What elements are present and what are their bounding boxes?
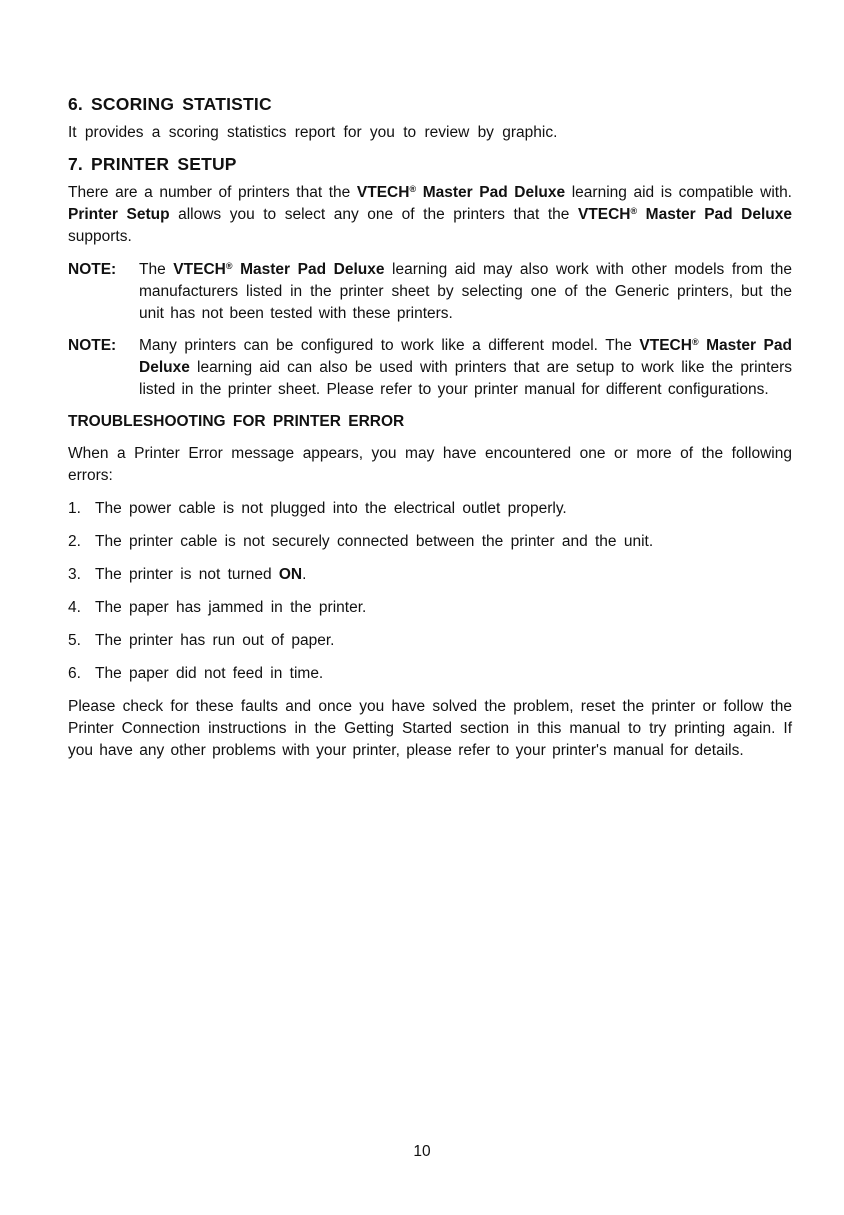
- list-text: The power cable is not plugged into the electrical outlet properly.: [95, 500, 567, 517]
- list-number: 6.: [68, 665, 81, 682]
- brand-text: VTECH: [639, 337, 692, 354]
- list-text: The printer cable is not securely connected between the printer and the unit.: [95, 533, 654, 550]
- list-number: 3.: [68, 566, 81, 583]
- list-text: The printer has run out of paper.: [95, 632, 335, 649]
- text-run: The printer is not turned: [95, 566, 279, 583]
- list-number: 1.: [68, 500, 81, 517]
- list-text: The paper has jammed in the printer.: [95, 599, 367, 616]
- text-run: Many printers can be configured to work like a different model. The: [139, 337, 640, 354]
- text-run: .: [302, 566, 307, 583]
- registered-mark: ®: [409, 184, 417, 194]
- text-run: allows you to select any one of the printers that the: [169, 206, 578, 223]
- product-name: Master Pad Deluxe: [139, 337, 792, 376]
- note-1: [68, 259, 792, 325]
- note-1-body: [139, 259, 792, 325]
- product-name: Master Pad Deluxe: [637, 206, 792, 223]
- text-run: supports.: [68, 228, 132, 245]
- note-label: NOTE:: [68, 337, 117, 354]
- list-number: 5.: [68, 632, 81, 649]
- note-2-body: [139, 335, 792, 401]
- note-label: NOTE:: [68, 261, 117, 278]
- registered-mark: ®: [630, 206, 638, 216]
- list-item: [68, 564, 792, 586]
- brand-text: VTECH: [173, 261, 226, 278]
- on-term: ON: [278, 566, 303, 583]
- list-text: The paper did not feed in time.: [95, 665, 324, 682]
- list-number: 4.: [68, 599, 81, 616]
- list-text: [95, 564, 306, 586]
- product-name: Master Pad Deluxe: [416, 184, 566, 201]
- brand-text: VTECH: [577, 206, 631, 223]
- text-run: The: [139, 261, 174, 278]
- text-run: learning aid is compatible with.: [565, 184, 792, 201]
- error-list: [68, 498, 792, 685]
- manual-page: [68, 92, 792, 762]
- note-2: [68, 335, 792, 401]
- list-item: [68, 498, 792, 520]
- registered-mark: ®: [225, 261, 233, 271]
- brand-name: [578, 206, 792, 223]
- section-6-heading: 6. SCORING STATISTIC: [68, 94, 272, 114]
- list-item: [68, 630, 792, 652]
- section-7-text: [68, 182, 792, 248]
- section-7-heading: 7. PRINTER SETUP: [68, 154, 237, 174]
- text-run: learning aid can also be used with printers that are setup to work like the printers listed in the printer sheet. Please refer to your printer manual for different configurations.: [139, 359, 792, 398]
- printer-setup-term: Printer Setup: [68, 206, 170, 223]
- list-number: 2.: [68, 533, 81, 550]
- brand-name: [357, 184, 565, 201]
- brand-text: VTECH: [356, 184, 410, 201]
- list-item: [68, 597, 792, 619]
- page-number: 10: [413, 1143, 431, 1160]
- troubleshooting-heading: TROUBLESHOOTING FOR PRINTER ERROR: [68, 413, 405, 430]
- list-item: [68, 663, 792, 685]
- section-6-text: It provides a scoring statistics report for you to review by graphic.: [68, 124, 558, 141]
- troubleshooting-closing: Please check for these faults and once you have solved the problem, reset the printer or follow the Printer Connection instructions in the Getting Started section in this manual to try printing again. If you have any other problems with your printer, please refer to your printer's manual for details.: [68, 698, 792, 759]
- registered-mark: ®: [691, 337, 699, 347]
- list-item: [68, 531, 792, 553]
- product-name: Master Pad Deluxe: [232, 261, 385, 278]
- text-run: learning aid may also work with other models from the manufacturers listed in the printer sheet by selecting one of the Generic printers, but the unit has not been tested with these printers.: [139, 261, 792, 322]
- brand-name: [173, 261, 384, 278]
- text-run: There are a number of printers that the: [68, 184, 357, 201]
- troubleshooting-intro: When a Printer Error message appears, you may have encountered one or more of the following errors:: [68, 445, 792, 484]
